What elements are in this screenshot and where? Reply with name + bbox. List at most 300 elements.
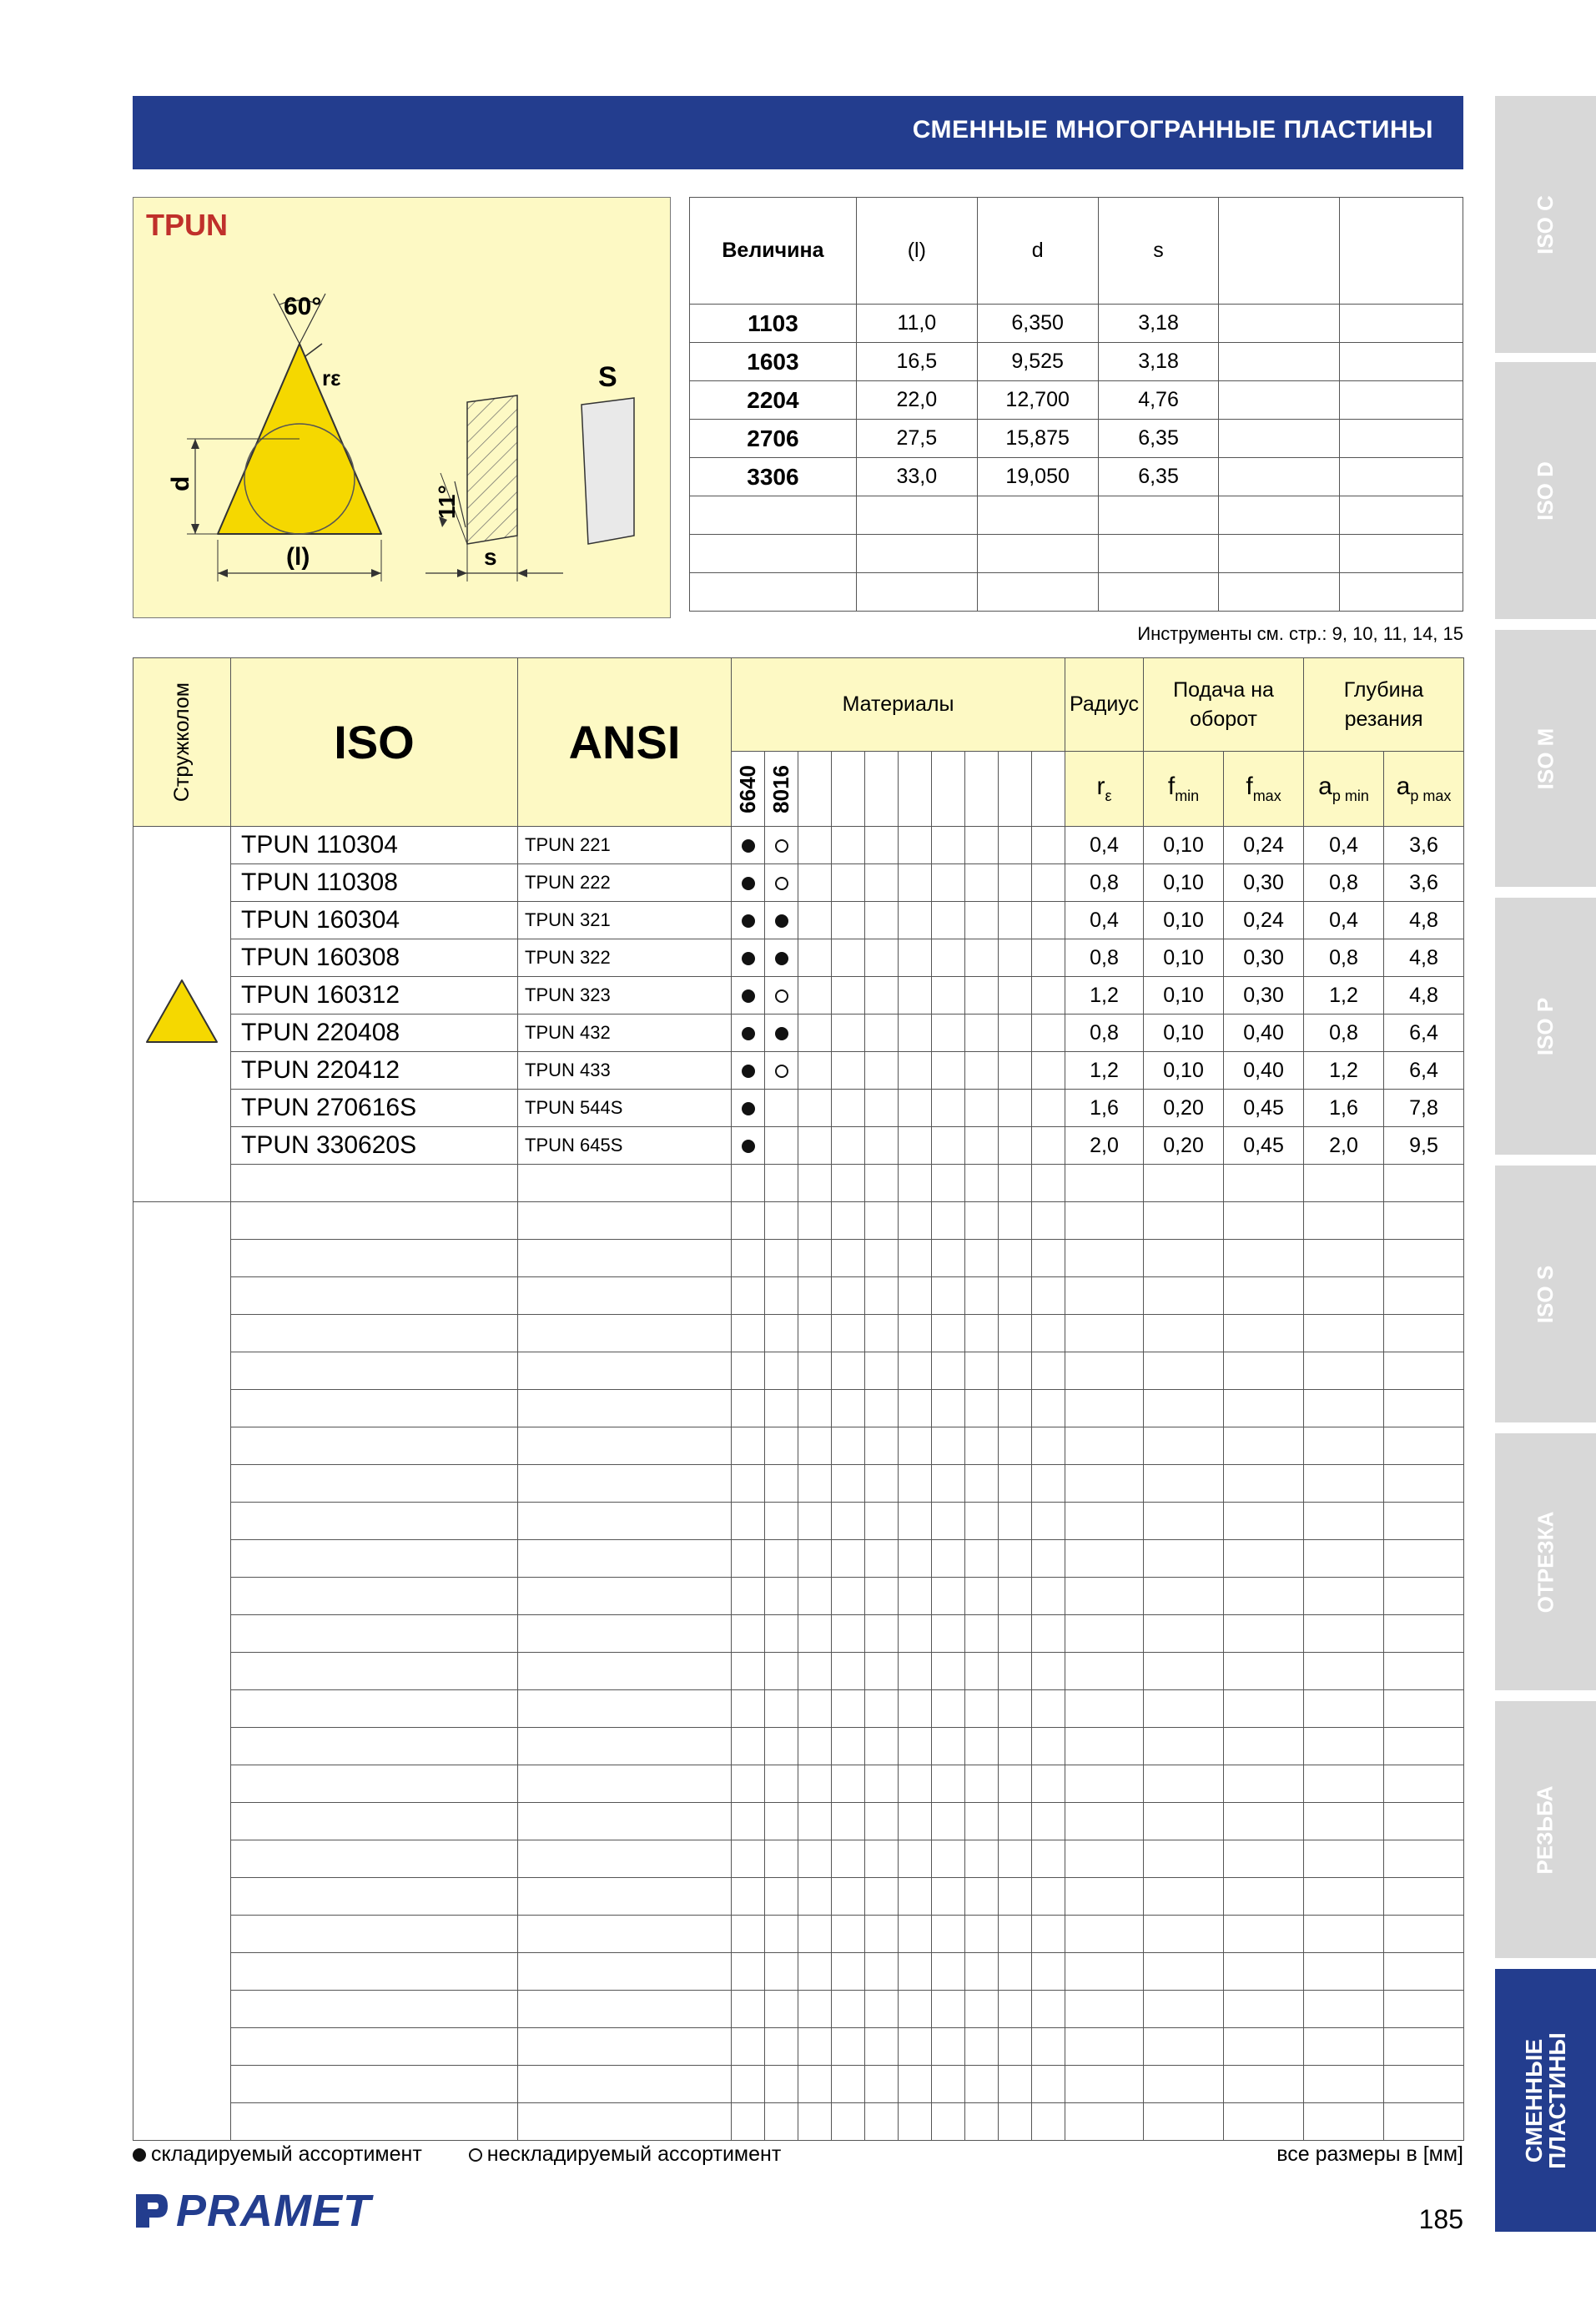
size-table-cell: 22,0 [856, 381, 977, 420]
material-availability-cell [732, 1840, 765, 1878]
ansi-code-cell [518, 1352, 732, 1390]
material-availability-cell [899, 2066, 932, 2103]
apmax-cell [1384, 1465, 1464, 1503]
table-row [133, 1991, 1464, 2028]
material-availability-cell [798, 1090, 832, 1127]
material-availability-cell [798, 1127, 832, 1165]
fmax-cell [1224, 1916, 1304, 1953]
apmin-cell [1304, 1653, 1384, 1690]
size-table-cell: 27,5 [856, 420, 977, 458]
material-availability-cell [1032, 2066, 1065, 2103]
side-tab-iso-m[interactable] [1495, 630, 1596, 887]
fmin-cell: 0,20 [1144, 1127, 1224, 1165]
s-label: s [484, 544, 497, 570]
fmin-cell: 0,10 [1144, 1052, 1224, 1090]
material-availability-cell [932, 1127, 965, 1165]
material-availability-cell [965, 2103, 999, 2141]
material-availability-cell [865, 1127, 899, 1165]
material-availability-cell [732, 1015, 765, 1052]
fmax-symbol: fmax [1224, 752, 1304, 827]
fmax-cell: 0,24 [1224, 827, 1304, 864]
side-tab-label: ISO D [1532, 461, 1558, 521]
material-availability-cell [832, 902, 865, 939]
radius-cell: 0,4 [1065, 902, 1144, 939]
size-table-row [690, 535, 1463, 573]
material-availability-cell [999, 864, 1032, 902]
material-availability-cell [965, 1390, 999, 1427]
side-tab-inserts[interactable] [1495, 1969, 1596, 2232]
material-availability-cell [1032, 1315, 1065, 1352]
iso-code-cell [231, 1352, 518, 1390]
material-availability-cell [798, 1052, 832, 1090]
material-availability-cell [899, 1540, 932, 1578]
material-availability-cell [865, 1765, 899, 1803]
size-table [689, 197, 1463, 612]
material-availability-cell [932, 1427, 965, 1465]
material-availability-cell [765, 864, 798, 902]
apmin-cell: 1,2 [1304, 977, 1384, 1015]
material-availability-cell [999, 1090, 1032, 1127]
ansi-code-cell [518, 1277, 732, 1315]
fmin-cell [1144, 2066, 1224, 2103]
ansi-code-cell: TPUN 221 [518, 827, 732, 864]
material-availability-cell [932, 1165, 965, 1202]
material-availability-cell [932, 1015, 965, 1052]
side-tab-iso-d[interactable] [1495, 362, 1596, 619]
size-header-cell: s [1098, 198, 1219, 305]
material-availability-cell [999, 1653, 1032, 1690]
size-table-cell [1340, 420, 1463, 458]
size-table-cell [690, 573, 857, 612]
size-table-row [690, 458, 1463, 496]
iso-code-cell [231, 1765, 518, 1803]
material-availability-cell [732, 1728, 765, 1765]
radius-cell [1065, 1540, 1144, 1578]
material-availability-cell [965, 1653, 999, 1690]
material-availability-cell [865, 1052, 899, 1090]
side-tab-iso-c[interactable] [1495, 96, 1596, 353]
fmax-cell [1224, 1803, 1304, 1840]
table-row [133, 1840, 1464, 1878]
material-availability-cell [899, 1803, 932, 1840]
ansi-code-cell [518, 2028, 732, 2066]
table-row [133, 827, 1464, 864]
iso-code-cell: TPUN 220412 [231, 1052, 518, 1090]
ansi-code-cell: TPUN 322 [518, 939, 732, 977]
material-availability-cell [965, 1540, 999, 1578]
radius-cell: 1,6 [1065, 1090, 1144, 1127]
size-table-cell: 1603 [690, 343, 857, 381]
material-availability-cell [999, 1503, 1032, 1540]
material-availability-cell [999, 1765, 1032, 1803]
size-table-cell: 1103 [690, 305, 857, 343]
material-availability-cell [932, 1090, 965, 1127]
side-tab-iso-p[interactable] [1495, 898, 1596, 1155]
material-availability-cell [865, 1015, 899, 1052]
iso-code-cell: TPUN 160312 [231, 977, 518, 1015]
material-availability-cell [765, 2103, 798, 2141]
legend-stocked: складируемый ассортимент [133, 2142, 422, 2167]
material-availability-cell [832, 1690, 865, 1728]
material-availability-cell [999, 1840, 1032, 1878]
material-availability-cell [832, 1315, 865, 1352]
stocked-dot-icon [742, 1140, 755, 1153]
material-availability-cell [932, 1052, 965, 1090]
apmin-cell [1304, 1202, 1384, 1240]
material-availability-cell [865, 1728, 899, 1765]
material-availability-cell [765, 1653, 798, 1690]
side-angle-label: 11° [434, 485, 460, 519]
size-table-cell: 6,35 [1098, 458, 1219, 496]
iso-code-cell: TPUN 110304 [231, 827, 518, 864]
fmax-cell [1224, 2066, 1304, 2103]
size-header-cell: d [977, 198, 1098, 305]
material-availability-cell [965, 902, 999, 939]
material-availability-cell [732, 1202, 765, 1240]
material-availability-cell [798, 1728, 832, 1765]
material-availability-cell [732, 1653, 765, 1690]
table-row [133, 1728, 1464, 1765]
side-tab-label: ISO P [1532, 997, 1558, 1055]
apmax-cell [1384, 1427, 1464, 1465]
fmax-cell [1224, 1240, 1304, 1277]
radius-cell [1065, 2103, 1144, 2141]
material-availability-cell [899, 902, 932, 939]
iso-code-cell [231, 1540, 518, 1578]
material-availability-cell [999, 977, 1032, 1015]
material-availability-cell [1032, 1165, 1065, 1202]
material-availability-cell [1032, 1277, 1065, 1315]
material-availability-cell [899, 977, 932, 1015]
table-row [133, 1052, 1464, 1090]
material-availability-cell [865, 1315, 899, 1352]
fmin-cell [1144, 1202, 1224, 1240]
size-table-cell [1340, 458, 1463, 496]
stocked-dot-icon [742, 1102, 755, 1115]
material-availability-cell [932, 1916, 965, 1953]
pramet-logo-icon [133, 2191, 169, 2231]
material-availability-cell [865, 1803, 899, 1840]
material-availability-cell [732, 1578, 765, 1615]
material-availability-cell [765, 1991, 798, 2028]
fmin-cell [1144, 1578, 1224, 1615]
fmax-cell [1224, 1728, 1304, 1765]
feed-header: Подача на оборот [1144, 658, 1304, 752]
size-table-cell [1340, 496, 1463, 535]
angle-top-label: 60° [284, 293, 322, 320]
material-availability-cell [1032, 1202, 1065, 1240]
tools-reference-note: Инструменты см. стр.: 9, 10, 11, 14, 15 [1137, 623, 1463, 644]
apmin-cell: 1,6 [1304, 1090, 1384, 1127]
apmin-cell [1304, 1953, 1384, 1991]
side-tab-label: РЕЗЬБА [1532, 1785, 1558, 1875]
insert-grade-table [133, 657, 1464, 2141]
stocked-dot-icon [133, 2148, 146, 2162]
table-row [133, 1578, 1464, 1615]
iso-code-cell [231, 1277, 518, 1315]
fmin-cell [1144, 1840, 1224, 1878]
size-table-row [690, 496, 1463, 535]
material-availability-cell [999, 1728, 1032, 1765]
material-availability-cell [798, 1540, 832, 1578]
material-availability-cell [765, 1465, 798, 1503]
material-availability-cell [732, 977, 765, 1015]
size-table-cell [690, 496, 857, 535]
fmax-cell [1224, 1390, 1304, 1427]
material-availability-cell [965, 1803, 999, 1840]
material-availability-cell [832, 1427, 865, 1465]
material-availability-cell [865, 1653, 899, 1690]
fmax-cell [1224, 1277, 1304, 1315]
material-availability-cell [932, 1991, 965, 2028]
material-availability-cell [798, 1991, 832, 2028]
radius-cell [1065, 1765, 1144, 1803]
material-availability-cell [899, 1690, 932, 1728]
fmin-cell [1144, 1615, 1224, 1653]
material-availability-cell [1032, 1540, 1065, 1578]
material-availability-cell [965, 1953, 999, 1991]
material-availability-cell [1032, 1765, 1065, 1803]
size-table-cell [1098, 535, 1219, 573]
fmin-cell [1144, 1315, 1224, 1352]
fmin-cell [1144, 1352, 1224, 1390]
size-header-cell [1340, 198, 1463, 305]
size-table-cell [856, 535, 977, 573]
side-tab-parting[interactable] [1495, 1433, 1596, 1690]
ansi-code-cell: TPUN 321 [518, 902, 732, 939]
side-tab-iso-s[interactable] [1495, 1166, 1596, 1422]
fmax-cell [1224, 1352, 1304, 1390]
material-availability-cell [765, 1127, 798, 1165]
table-row [133, 902, 1464, 939]
material-availability-cell [965, 1690, 999, 1728]
size-table-cell [1219, 535, 1340, 573]
material-availability-cell [732, 1916, 765, 1953]
table-row [133, 939, 1464, 977]
size-table-cell: 3306 [690, 458, 857, 496]
material-availability-cell [932, 827, 965, 864]
material-availability-cell [832, 1765, 865, 1803]
table-row [133, 1465, 1464, 1503]
material-availability-cell [965, 977, 999, 1015]
material-availability-cell [965, 864, 999, 902]
fmin-cell [1144, 1390, 1224, 1427]
material-availability-cell [765, 1352, 798, 1390]
radius-cell [1065, 1953, 1144, 1991]
fmin-cell [1144, 1503, 1224, 1540]
fmax-cell [1224, 2103, 1304, 2141]
material-availability-cell [965, 1015, 999, 1052]
material-availability-cell [798, 1615, 832, 1653]
material-availability-cell [765, 1015, 798, 1052]
ansi-code-cell [518, 1503, 732, 1540]
material-availability-cell [899, 2103, 932, 2141]
material-availability-cell [732, 1052, 765, 1090]
size-table-cell: 3,18 [1098, 305, 1219, 343]
material-availability-cell [832, 1540, 865, 1578]
apmin-cell: 0,4 [1304, 827, 1384, 864]
material-availability-cell [765, 1916, 798, 1953]
material-availability-cell [932, 977, 965, 1015]
material-availability-cell [899, 1315, 932, 1352]
material-availability-cell [1032, 1240, 1065, 1277]
size-table-cell [1219, 343, 1340, 381]
insert-side-view [582, 398, 634, 544]
apmin-cell [1304, 1352, 1384, 1390]
fmin-cell [1144, 1277, 1224, 1315]
ansi-code-cell: TPUN 222 [518, 864, 732, 902]
apmin-cell [1304, 2103, 1384, 2141]
apmax-cell: 3,6 [1384, 864, 1464, 902]
material-availability-cell [932, 1465, 965, 1503]
material-availability-cell [865, 1390, 899, 1427]
material-availability-cell [798, 1165, 832, 1202]
iso-code-cell: TPUN 110308 [231, 864, 518, 902]
apmin-cell: 0,8 [1304, 864, 1384, 902]
material-code-header: 8016 [765, 752, 798, 827]
size-header-cell: Величина [690, 198, 857, 305]
fmax-cell: 0,30 [1224, 939, 1304, 977]
material-availability-cell [999, 1803, 1032, 1840]
apmax-cell [1384, 1728, 1464, 1765]
size-table-cell [1219, 458, 1340, 496]
material-availability-cell [899, 1165, 932, 1202]
material-availability-cell [765, 2066, 798, 2103]
material-availability-cell [865, 1840, 899, 1878]
iso-code-cell [231, 2103, 518, 2141]
ansi-code-cell [518, 1728, 732, 1765]
material-availability-cell [832, 1615, 865, 1653]
apmin-cell [1304, 1690, 1384, 1728]
material-availability-cell [999, 1578, 1032, 1615]
material-availability-cell [798, 1427, 832, 1465]
material-availability-cell [765, 1540, 798, 1578]
material-availability-cell [999, 1277, 1032, 1315]
apmax-cell: 4,8 [1384, 977, 1464, 1015]
material-availability-cell [765, 1728, 798, 1765]
iso-code-cell [231, 1953, 518, 1991]
apmin-cell [1304, 1916, 1384, 1953]
material-availability-cell [899, 1991, 932, 2028]
fmin-cell: 0,10 [1144, 864, 1224, 902]
material-availability-cell [798, 864, 832, 902]
material-availability-cell [865, 827, 899, 864]
material-availability-cell [932, 1240, 965, 1277]
material-availability-cell [832, 1277, 865, 1315]
apmin-cell [1304, 1803, 1384, 1840]
fmax-cell: 0,45 [1224, 1127, 1304, 1165]
ansi-code-cell [518, 2066, 732, 2103]
apmin-cell [1304, 1728, 1384, 1765]
size-table-cell [1219, 496, 1340, 535]
side-tab-threading[interactable] [1495, 1701, 1596, 1958]
fmax-cell: 0,40 [1224, 1015, 1304, 1052]
fmin-cell [1144, 1427, 1224, 1465]
table-row [133, 1427, 1464, 1465]
radius-cell [1065, 1315, 1144, 1352]
material-availability-cell [765, 1803, 798, 1840]
apmax-cell [1384, 1878, 1464, 1916]
material-availability-cell [899, 827, 932, 864]
table-row [133, 1352, 1464, 1390]
ansi-code-cell [518, 1840, 732, 1878]
ansi-code-cell: TPUN 645S [518, 1127, 732, 1165]
material-availability-cell [865, 1427, 899, 1465]
material-availability-cell [765, 1840, 798, 1878]
material-availability-cell [865, 1165, 899, 1202]
stocked-dot-icon [742, 914, 755, 928]
materials-header: Материалы [732, 658, 1065, 752]
material-availability-cell [832, 1991, 865, 2028]
table-row [133, 977, 1464, 1015]
radius-cell [1065, 1352, 1144, 1390]
fmin-cell [1144, 1991, 1224, 2028]
table-row [133, 1953, 1464, 1991]
apmin-cell [1304, 1240, 1384, 1277]
header-title: СМЕННЫЕ МНОГОГРАННЫЕ ПЛАСТИНЫ [912, 116, 1433, 143]
size-table-cell [1219, 381, 1340, 420]
apmin-cell [1304, 1991, 1384, 2028]
apmax-cell: 3,6 [1384, 827, 1464, 864]
radius-cell: 0,8 [1065, 1015, 1144, 1052]
material-availability-cell [899, 1615, 932, 1653]
material-availability-cell [1032, 1803, 1065, 1840]
table-row [133, 1390, 1464, 1427]
material-availability-cell [732, 1540, 765, 1578]
material-availability-cell [1032, 1390, 1065, 1427]
material-availability-cell [832, 1728, 865, 1765]
ansi-code-cell [518, 1953, 732, 1991]
material-availability-cell [732, 2028, 765, 2066]
apmin-cell: 0,4 [1304, 902, 1384, 939]
size-table-cell: 11,0 [856, 305, 977, 343]
size-table-cell [1340, 305, 1463, 343]
material-availability-cell [1032, 1953, 1065, 1991]
size-table-cell [977, 496, 1098, 535]
apmin-cell [1304, 1427, 1384, 1465]
material-availability-cell [798, 1953, 832, 1991]
material-availability-cell [865, 2103, 899, 2141]
apmin-symbol: ap min [1304, 752, 1384, 827]
fmin-cell: 0,10 [1144, 1015, 1224, 1052]
material-availability-cell [932, 1578, 965, 1615]
material-availability-cell [1032, 864, 1065, 902]
material-availability-cell [932, 1277, 965, 1315]
material-availability-cell [965, 1090, 999, 1127]
material-availability-cell [1032, 827, 1065, 864]
fmax-cell [1224, 1690, 1304, 1728]
fmin-cell: 0,10 [1144, 902, 1224, 939]
radius-cell [1065, 1240, 1144, 1277]
material-availability-cell [732, 2066, 765, 2103]
size-table-cell [1340, 381, 1463, 420]
size-table-cell: 2204 [690, 381, 857, 420]
radius-label: rε [322, 365, 341, 390]
material-availability-cell [899, 1765, 932, 1803]
material-availability-cell [865, 1615, 899, 1653]
iso-code-cell [231, 1916, 518, 1953]
material-availability-cell [865, 1953, 899, 1991]
size-table-row [690, 420, 1463, 458]
size-header-cell [1219, 198, 1340, 305]
apmax-cell [1384, 1765, 1464, 1803]
material-availability-cell [899, 1240, 932, 1277]
radius-cell [1065, 1916, 1144, 1953]
material-availability-cell [832, 1465, 865, 1503]
fmin-cell [1144, 1540, 1224, 1578]
stocked-dot-icon [742, 1065, 755, 1078]
fmin-cell [1144, 1165, 1224, 1202]
